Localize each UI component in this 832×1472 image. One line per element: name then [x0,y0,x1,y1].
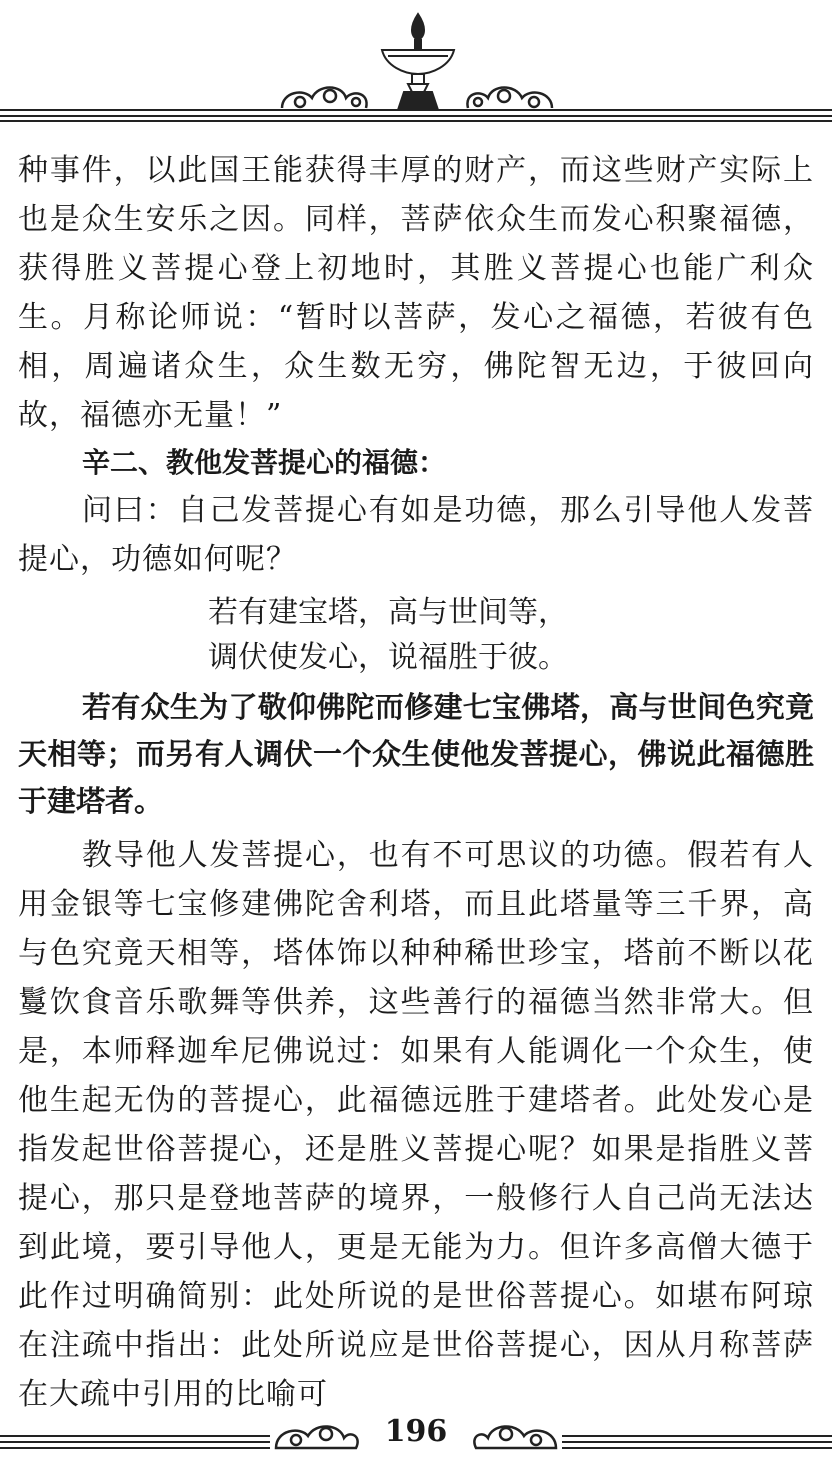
page-header-ornament [0,0,832,135]
footer-cloud-left-icon [276,1426,358,1448]
footer-cloud-right-icon [474,1426,556,1448]
verse-line-1: 若有建宝塔，高与世间等， [208,595,568,630]
butter-lamp-ornament-icon [0,0,832,135]
verse-line-2: 调伏使发心，说福胜于彼。 [208,640,568,675]
commentary-paragraph: 教导他人发菩提心，也有不可思议的功德。假若有人用金银等七宝修建佛陀舍利塔，而且此塔量等三千界，高与色究竟天相等，塔体饰以种种稀世珍宝，塔前不断以花鬘饮食音乐歌舞等供养，这些善行的福德当然非常大。但是，本师释迦牟尼佛说过：如果有人能调化一个众生，使他生起无伪的菩提心，此福德远胜于建塔者。此处发心是指发起世俗菩提心，还是胜义菩提心呢？如果是指胜义菩提心，那只是登地菩萨的境界，一般修行人自己尚无法达到此境，要引导他人，更是无能为力。但许多高僧大德于此作过明确简别：此处所说的是世俗菩提心。如堪布阿琼在注疏中指出：此处所说应是世俗菩提心，因从月称菩萨在大疏中引用的比喻可 [18,838,814,1412]
verse-explanation: 若有众生为了敬仰佛陀而修建七宝佛塔，高与世间色究竟天相等；而另有人调伏一个众生使他发菩提心，佛说此福德胜于建塔者。 [18,690,814,818]
root-verse [208,590,814,680]
cloud-scroll-left-icon [282,88,367,109]
section-heading: 辛二、教他发菩提心的福德： [82,446,447,479]
page-number: 196 [384,1414,448,1449]
paragraph-continued: 种事件，以此国王能获得丰厚的财产，而这些财产实际上也是众生安乐之因。同样，菩萨依众生而发心积聚福德，获得胜义菩提心登上初地时，其胜义菩提心也能广利众生。月称论师说：“暂时以菩萨，发心之福德，若彼有色相，周遍诸众生，众生数无穷，佛陀智无边，于彼回向故，福德亦无量！” [18,153,814,433]
page-body [18,146,814,1419]
question-paragraph: 问曰：自己发菩提心有如是功德，那么引导他人发菩提心，功德如何呢？ [18,493,814,577]
cloud-scroll-right-icon [467,88,552,109]
